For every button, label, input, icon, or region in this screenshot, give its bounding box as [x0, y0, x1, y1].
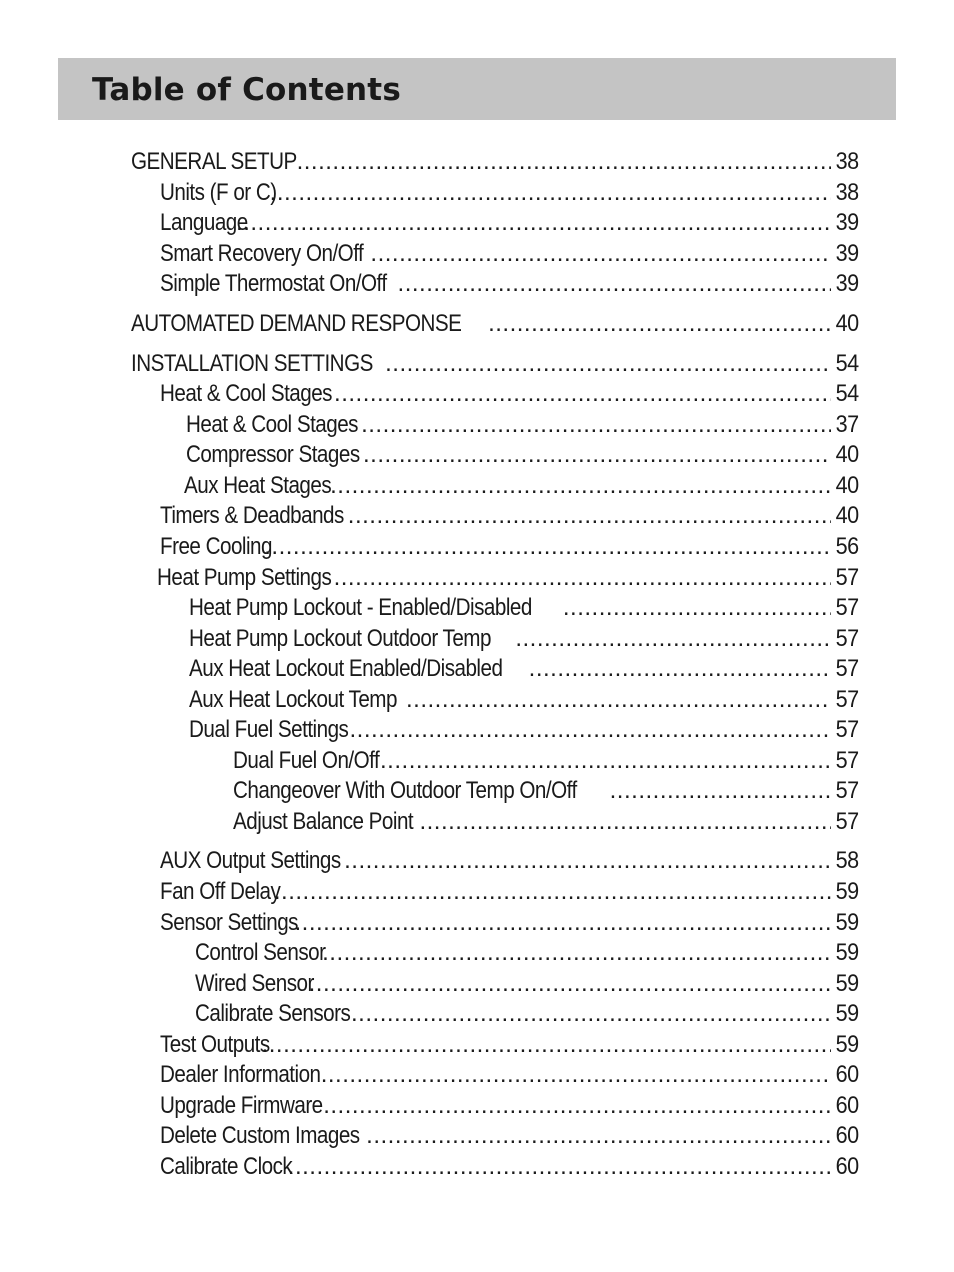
toc-leader-dots: [515, 624, 831, 654]
toc-entry[interactable]: [160, 1060, 859, 1090]
toc-entry-label: Wired Sensor: [195, 970, 314, 997]
toc-entry-label: Heat & Cool Stages: [186, 411, 358, 438]
toc-entry[interactable]: [160, 846, 859, 876]
toc-entry[interactable]: [233, 807, 859, 837]
toc-leader-dots: [398, 269, 832, 299]
toc-leader-dots: [330, 471, 831, 501]
toc-entry-label: Sensor Settings: [160, 909, 298, 936]
toc-leader-dots: [270, 178, 832, 208]
toc-entry[interactable]: [160, 1091, 859, 1121]
toc-entry-label: Calibrate Clock: [160, 1153, 293, 1180]
toc-leader-dots: [348, 501, 832, 531]
toc-entry-page: 59: [835, 1031, 859, 1058]
toc-entry-page: 57: [835, 777, 859, 804]
toc-leader-dots: [236, 208, 831, 238]
toc-entry-page: 39: [835, 209, 859, 236]
toc-leader-dots: [264, 532, 831, 562]
toc-entry[interactable]: [131, 147, 859, 177]
toc-entry-page: 40: [835, 472, 859, 499]
toc-entry-page: 57: [835, 594, 859, 621]
toc-entry-page: 59: [835, 970, 859, 997]
toc-entry-label: Units (F or C): [160, 179, 277, 206]
toc-entry[interactable]: [189, 685, 859, 715]
toc-leader-dots: [288, 1152, 832, 1182]
toc-entry-page: 39: [835, 270, 859, 297]
toc-leader-dots: [488, 309, 831, 339]
toc-entry-page: 40: [835, 441, 859, 468]
toc-entry-label: AUTOMATED DEMAND RESPONSE: [131, 310, 462, 337]
toc-entry[interactable]: [186, 440, 859, 470]
toc-entry-label: Smart Recovery On/Off: [160, 240, 364, 267]
toc-entry-label: Simple Thermostat On/Off: [160, 270, 387, 297]
toc-entry-label: Timers & Deadbands: [160, 502, 344, 529]
toc-entry-label: Aux Heat Lockout Temp: [189, 686, 397, 713]
toc-entry-label: Compressor Stages: [186, 441, 360, 468]
toc-entry-label: Heat Pump Settings: [157, 564, 332, 591]
toc-entry-page: 60: [835, 1061, 859, 1088]
toc-entry[interactable]: [131, 349, 859, 379]
toc-entry[interactable]: [189, 624, 859, 654]
toc-entry-label: Dual Fuel On/Off: [233, 747, 380, 774]
toc-entry-label: GENERAL SETUP: [131, 148, 297, 175]
toc-entry-page: 40: [835, 310, 859, 337]
toc-entry-label: INSTALLATION SETTINGS: [131, 350, 373, 377]
toc-leader-dots: [385, 349, 831, 379]
toc-leader-dots: [366, 1121, 831, 1151]
toc-entry-page: 59: [835, 878, 859, 905]
toc-leader-dots: [323, 1091, 831, 1121]
toc-leader-dots: [361, 410, 831, 440]
toc-leader-dots: [309, 969, 832, 999]
toc-entry[interactable]: [195, 999, 859, 1029]
toc-leader-dots: [563, 593, 831, 623]
toc-leader-dots: [322, 938, 831, 968]
toc-leader-dots: [294, 908, 831, 938]
toc-entry-page: 57: [835, 747, 859, 774]
toc-entry[interactable]: [160, 208, 859, 238]
toc-entry-label: Control Sensor: [195, 939, 326, 966]
toc-entry-page: 59: [835, 939, 859, 966]
toc-entry[interactable]: [189, 715, 859, 745]
toc-entry[interactable]: [160, 178, 859, 208]
toc-entry[interactable]: [160, 1030, 859, 1060]
toc-leader-dots: [363, 440, 831, 470]
toc-entry-page: 38: [835, 148, 859, 175]
toc-entry-label: AUX Output Settings: [160, 847, 341, 874]
toc-entry-label: Language: [160, 209, 248, 236]
toc-entry-label: Test Outputs: [160, 1031, 270, 1058]
toc-entry[interactable]: [189, 593, 859, 623]
toc-entry[interactable]: [233, 746, 859, 776]
toc-entry[interactable]: [195, 938, 859, 968]
toc-entry-label: Aux Heat Stages: [184, 472, 332, 499]
toc-entry-page: 38: [835, 179, 859, 206]
toc-entry[interactable]: [160, 1121, 859, 1151]
toc-entry[interactable]: [160, 379, 859, 409]
toc-entry-page: 57: [835, 625, 859, 652]
toc-entry[interactable]: [160, 269, 859, 299]
toc-entry-page: 56: [835, 533, 859, 560]
toc-leader-dots: [406, 685, 831, 715]
toc-entry[interactable]: [233, 776, 859, 806]
toc-leader-dots: [334, 379, 831, 409]
toc-entry-page: 57: [835, 686, 859, 713]
toc-entry[interactable]: [160, 532, 859, 562]
toc-entry-label: Aux Heat Lockout Enabled/Disabled: [189, 655, 503, 682]
toc-entry-page: 59: [835, 909, 859, 936]
toc-entry-label: Heat Pump Lockout - Enabled/Disabled: [189, 594, 532, 621]
toc-leader-dots: [370, 239, 831, 269]
toc-leader-dots: [610, 776, 832, 806]
toc-entry-page: 59: [835, 1000, 859, 1027]
toc-entry-page: 60: [835, 1153, 859, 1180]
toc-entry-label: Calibrate Sensors: [195, 1000, 351, 1027]
toc-entry[interactable]: [184, 471, 859, 501]
toc-entry-label: Delete Custom Images: [160, 1122, 360, 1149]
toc-entry-page: 58: [835, 847, 859, 874]
toc-entry[interactable]: [160, 501, 859, 531]
toc-leader-dots: [529, 654, 832, 684]
toc-leader-dots: [262, 1030, 832, 1060]
toc-entry-page: 60: [835, 1092, 859, 1119]
toc-leader-dots: [297, 147, 832, 177]
toc-entry[interactable]: [195, 969, 859, 999]
toc-entry-page: 54: [835, 350, 859, 377]
toc-entry-page: 54: [835, 380, 859, 407]
toc-leader-dots: [350, 715, 832, 745]
toc-leader-dots: [334, 563, 832, 593]
toc-entry-label: Free Cooling: [160, 533, 272, 560]
toc-entry-page: 57: [835, 716, 859, 743]
toc-leader-dots: [274, 877, 831, 907]
toc-entry[interactable]: [186, 410, 859, 440]
toc-entry-page: 37: [835, 411, 859, 438]
toc-leader-dots: [419, 807, 831, 837]
toc-entry-label: Dealer Information: [160, 1061, 321, 1088]
toc-leader-dots: [351, 999, 831, 1029]
toc-entry-label: Upgrade Firmware: [160, 1092, 323, 1119]
toc-entry-page: 57: [835, 655, 859, 682]
toc-entry[interactable]: [160, 239, 859, 269]
toc-entry-page: 60: [835, 1122, 859, 1149]
toc-entry[interactable]: [160, 1152, 859, 1182]
toc-leader-dots: [344, 846, 831, 876]
toc-entry-page: 57: [835, 808, 859, 835]
toc-entry[interactable]: [157, 563, 859, 593]
toc-entry-label: Heat Pump Lockout Outdoor Temp: [189, 625, 491, 652]
toc-leader-dots: [380, 746, 831, 776]
toc-entry[interactable]: [189, 654, 859, 684]
toc-entry-page: 40: [835, 502, 859, 529]
toc-entry[interactable]: [160, 877, 859, 907]
toc-entry[interactable]: [160, 908, 859, 938]
toc-entry-page: 57: [835, 564, 859, 591]
toc-leader-dots: [321, 1060, 832, 1090]
toc-entry[interactable]: [131, 309, 859, 339]
toc-entry-label: Heat & Cool Stages: [160, 380, 332, 407]
toc-entry-label: Fan Off Delay: [160, 878, 281, 905]
page-title: Table of Contents: [92, 72, 401, 108]
toc-entry-page: 39: [835, 240, 859, 267]
toc-entry-label: Dual Fuel Settings: [189, 716, 349, 743]
toc-entry-label: Adjust Balance Point: [233, 808, 414, 835]
toc-entry-label: Changeover With Outdoor Temp On/Off: [233, 777, 577, 804]
